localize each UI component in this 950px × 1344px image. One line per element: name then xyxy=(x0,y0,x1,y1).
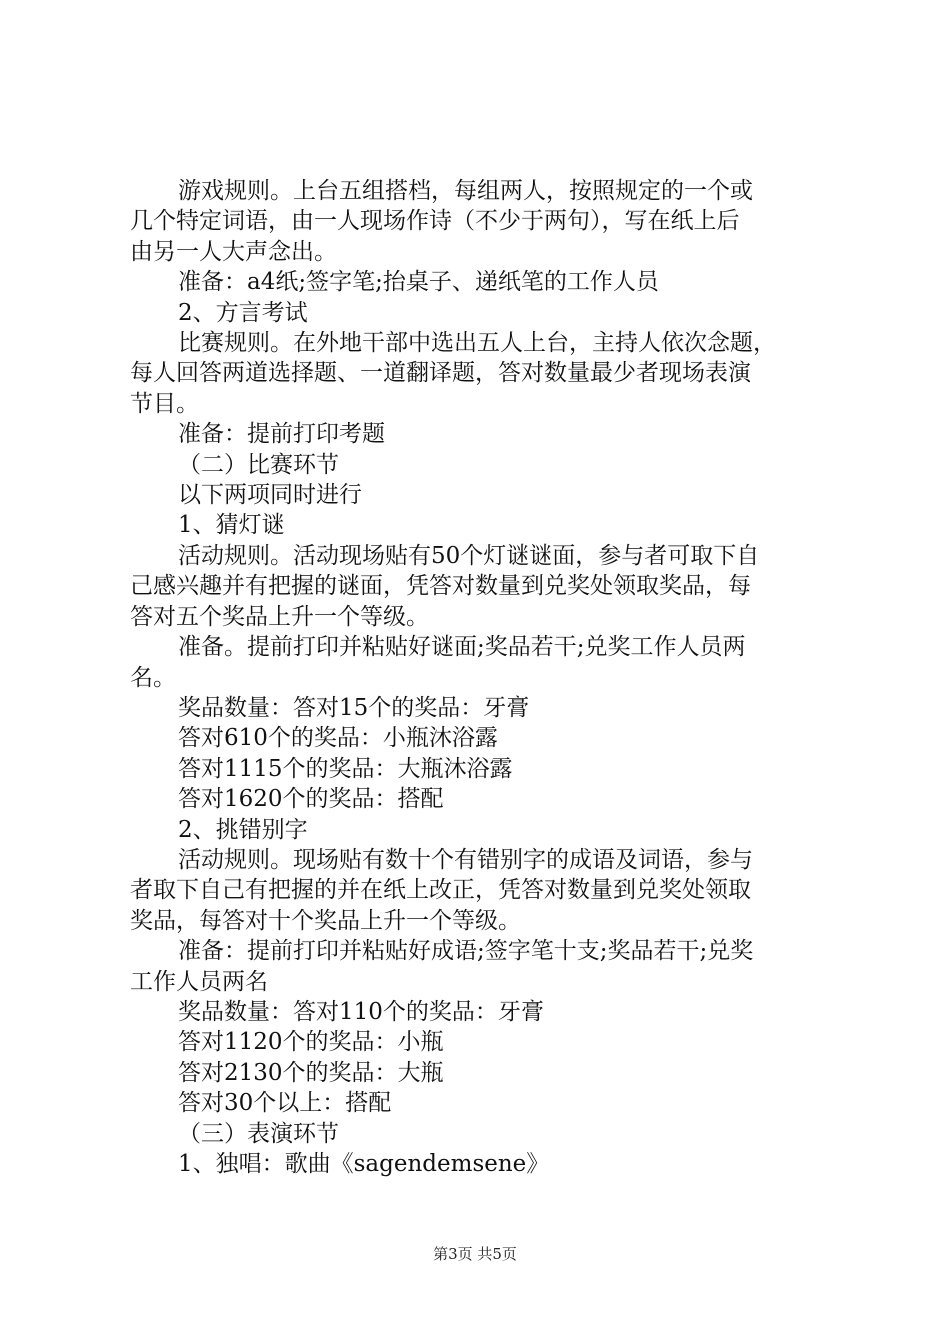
text-line: 答对五个奖品上升一个等级。 xyxy=(130,603,429,630)
text-line: 2、挑错别字 xyxy=(178,816,308,843)
paragraph xyxy=(130,267,830,297)
text-line: 节目。 xyxy=(130,390,199,417)
paragraph xyxy=(130,1088,830,1118)
text-line: 准备。提前打印并粘贴好谜面;奖品若干;兑奖工作人员两 xyxy=(178,634,746,661)
text-line: 准备：a4纸;签字笔;抬桌子、递纸笔的工作人员 xyxy=(178,269,659,296)
text-line: 答对1620个的奖品：搭配 xyxy=(178,786,444,813)
text-line: 奖品数量：答对110个的奖品：牙膏 xyxy=(178,998,544,1025)
paragraph xyxy=(130,1027,830,1057)
paragraph xyxy=(130,815,830,845)
text-line: 工作人员两名 xyxy=(130,968,268,995)
paragraph xyxy=(130,419,830,449)
paragraph xyxy=(130,845,830,936)
paragraph xyxy=(130,480,830,510)
paragraph xyxy=(130,1149,830,1179)
text-line: 游戏规则。上台五组搭档，每组两人，按照规定的一个或 xyxy=(178,178,753,204)
paragraph xyxy=(130,1119,830,1149)
text-line: 1、猜灯谜 xyxy=(178,512,285,539)
text-line: 答对1115个的奖品：大瓶沐浴露 xyxy=(178,755,513,782)
text-line: 1、独唱：歌曲《sagendemsene》 xyxy=(178,1151,550,1177)
text-line: 奖品，每答对十个奖品上升一个等级。 xyxy=(130,907,521,934)
paragraph xyxy=(130,997,830,1027)
text-line: 以下两项同时进行 xyxy=(178,482,362,509)
paragraph xyxy=(130,328,830,419)
paragraph xyxy=(130,632,830,693)
text-line: 2、方言考试 xyxy=(178,299,308,326)
paragraph xyxy=(130,298,830,328)
text-line: 活动规则。现场贴有数十个有错别字的成语及词语，参与 xyxy=(178,846,753,873)
text-line: 答对1120个的奖品：小瓶 xyxy=(178,1029,444,1056)
text-line: 由另一人大声念出。 xyxy=(130,238,337,265)
text-line: 答对2130个的奖品：大瓶 xyxy=(178,1059,444,1086)
text-line: 每人回答两道选择题、一道翻译题，答对数量最少者现场表演 xyxy=(130,360,751,387)
text-line: （二）比赛环节 xyxy=(178,451,339,478)
text-line: 名。 xyxy=(130,664,176,691)
page-footer: 第3页 共5页 xyxy=(433,1245,517,1263)
paragraph xyxy=(130,1058,830,1088)
text-line: 奖品数量：答对15个的奖品：牙膏 xyxy=(178,694,530,721)
paragraph xyxy=(130,693,830,723)
paragraph xyxy=(130,176,830,267)
paragraph xyxy=(130,784,830,814)
text-line: 准备：提前打印考题 xyxy=(178,421,385,448)
text-line: 答对610个的奖品：小瓶沐浴露 xyxy=(178,725,498,752)
text-line: 几个特定词语，由一人现场作诗（不少于两句），写在纸上后 xyxy=(130,208,740,235)
paragraph xyxy=(130,723,830,753)
paragraph xyxy=(130,936,830,997)
text-line: 准备：提前打印并粘贴好成语;签字笔十支;奖品若干;兑奖 xyxy=(178,938,754,965)
document-body xyxy=(130,176,830,1179)
text-line: 答对30个以上：搭配 xyxy=(178,1090,392,1117)
text-line: （三）表演环节 xyxy=(178,1120,339,1147)
paragraph xyxy=(130,754,830,784)
text-line: 活动规则。活动现场贴有50个灯谜谜面，参与者可取下自 xyxy=(178,542,760,569)
paragraph xyxy=(130,510,830,540)
paragraph xyxy=(130,450,830,480)
text-line: 己感兴趣并有把握的谜面，凭答对数量到兑奖处领取奖品，每 xyxy=(130,573,751,600)
text-line: 者取下自己有把握的并在纸上改正，凭答对数量到兑奖处领取 xyxy=(130,877,751,904)
text-line: 比赛规则。在外地干部中选出五人上台，主持人依次念题， xyxy=(178,330,776,357)
paragraph xyxy=(130,541,830,632)
